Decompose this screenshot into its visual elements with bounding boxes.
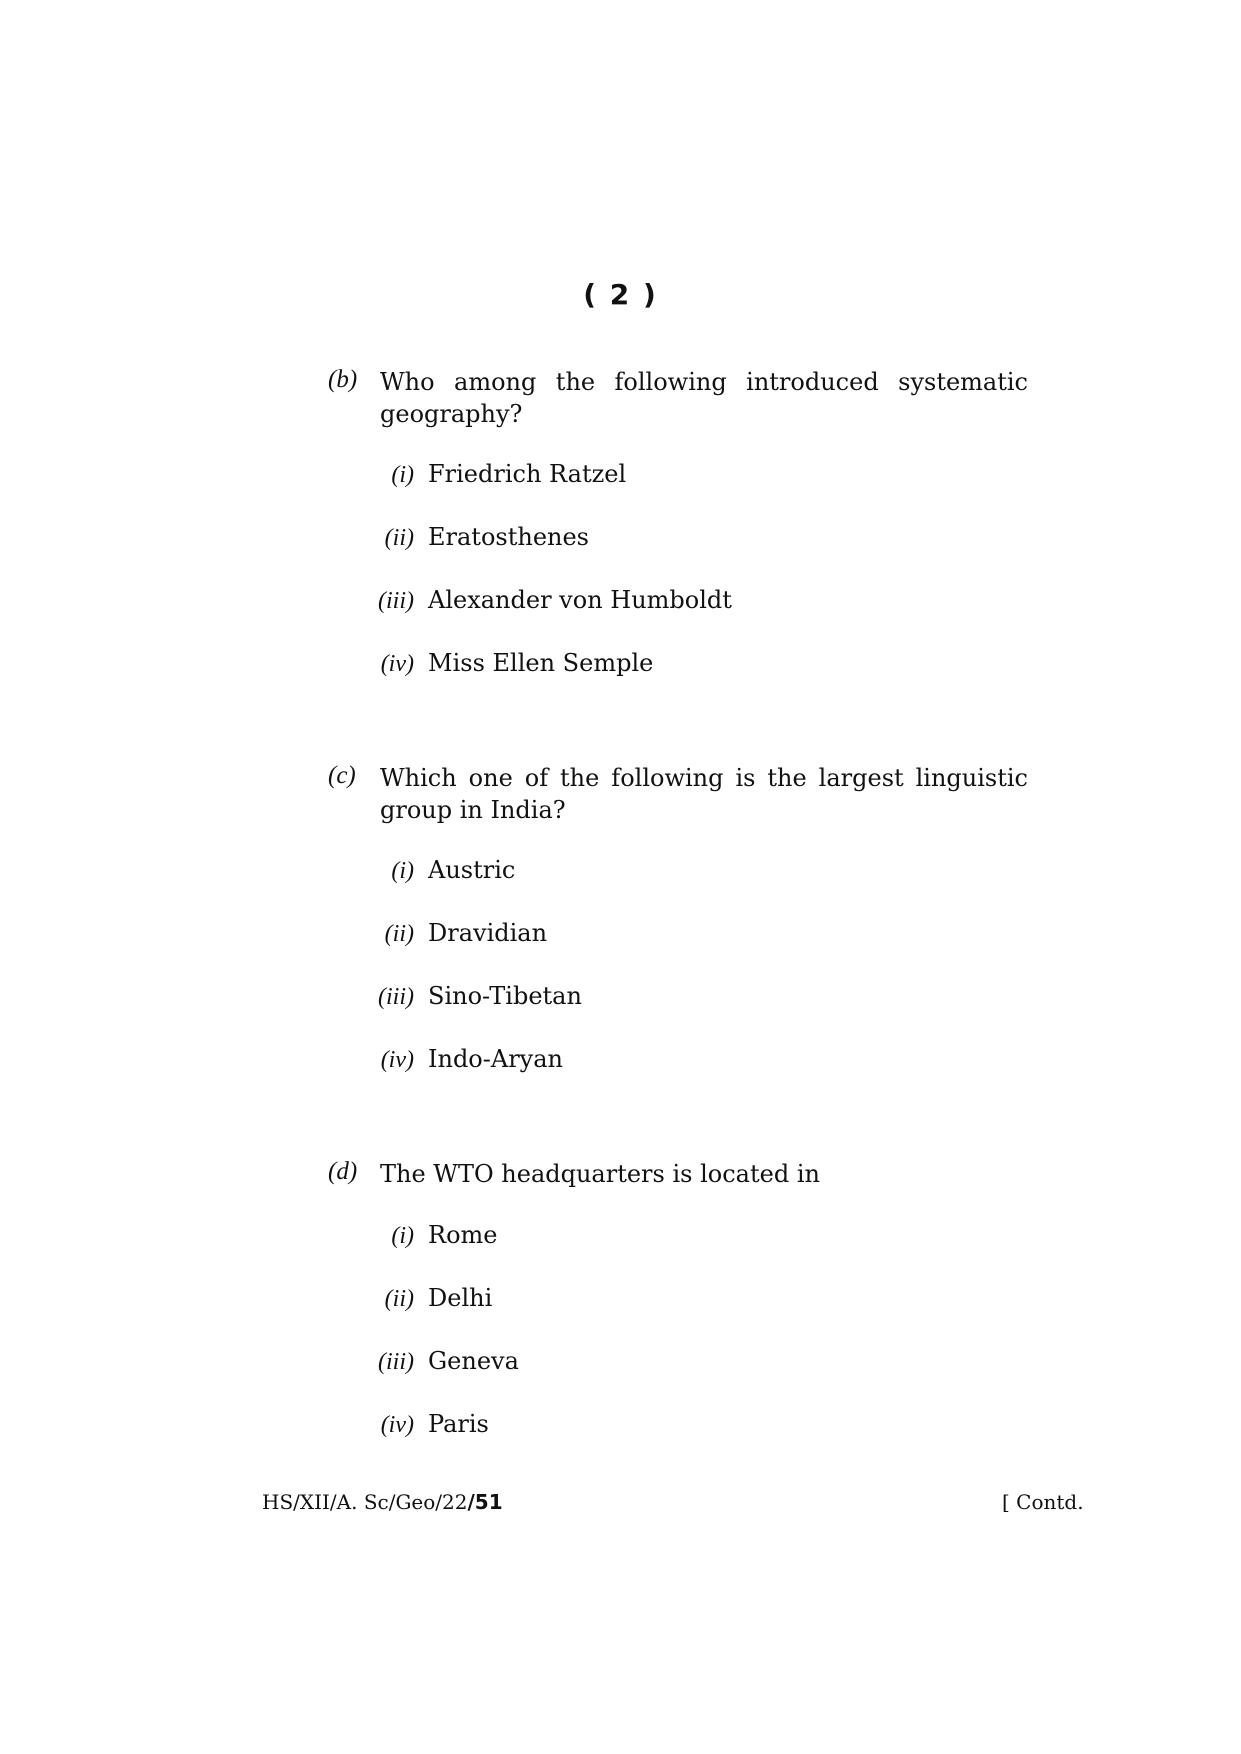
option-item	[378, 1045, 563, 1074]
question-b	[328, 366, 1028, 677]
continued-marker: [ Contd.	[1002, 1490, 1084, 1514]
option-label: (iv)	[380, 1047, 414, 1073]
option-text: Sino-Tibetan	[428, 982, 582, 1010]
option-label: (ii)	[384, 525, 414, 551]
option-text: Indo-Aryan	[428, 1045, 563, 1073]
paper-code-prefix: HS/XII/A. Sc/Geo/22	[262, 1490, 468, 1514]
option-label: (i)	[391, 1223, 414, 1249]
option-text: Eratosthenes	[428, 523, 589, 551]
option-text: Friedrich Ratzel	[428, 460, 627, 488]
option-item	[378, 1221, 497, 1250]
option-item	[378, 1347, 519, 1376]
option-label: (ii)	[384, 1286, 414, 1312]
question-text: Which one of the following is the largest linguistic group in India?	[380, 764, 1028, 824]
question-label: (c)	[328, 762, 356, 789]
option-text: Austric	[428, 856, 516, 884]
question-text: Who among the following introduced systematic geography?	[380, 368, 1028, 428]
option-item	[378, 856, 515, 885]
option-item	[378, 982, 582, 1011]
option-text: Alexander von Humboldt	[428, 586, 732, 614]
option-item	[378, 919, 547, 948]
question-c	[328, 762, 1028, 1073]
option-text: Delhi	[428, 1284, 493, 1312]
option-label: (iv)	[380, 1412, 414, 1438]
option-text: Rome	[428, 1221, 498, 1249]
option-item	[378, 1284, 492, 1313]
option-item	[378, 523, 589, 552]
question-label: (d)	[328, 1158, 358, 1185]
paper-code	[262, 1490, 503, 1514]
option-label: (iv)	[380, 651, 414, 677]
option-text: Paris	[428, 1410, 489, 1438]
option-item	[378, 586, 732, 615]
option-item	[378, 1410, 489, 1439]
option-label: (i)	[391, 462, 414, 488]
question-text: The WTO headquarters is located in	[380, 1160, 820, 1188]
option-label: (iii)	[378, 588, 414, 614]
option-item	[378, 460, 626, 489]
option-label: (ii)	[384, 921, 414, 947]
paper-code-suffix: /51	[467, 1490, 503, 1514]
option-text: Miss Ellen Semple	[428, 649, 654, 677]
option-label: (iii)	[378, 1349, 414, 1375]
question-label: (b)	[328, 366, 358, 393]
option-text: Dravidian	[428, 919, 548, 947]
option-item	[378, 649, 653, 678]
page-number: ( 2 )	[583, 278, 658, 311]
question-d	[328, 1158, 1028, 1438]
option-label: (i)	[391, 858, 414, 884]
option-text: Geneva	[428, 1347, 519, 1375]
option-label: (iii)	[378, 984, 414, 1010]
